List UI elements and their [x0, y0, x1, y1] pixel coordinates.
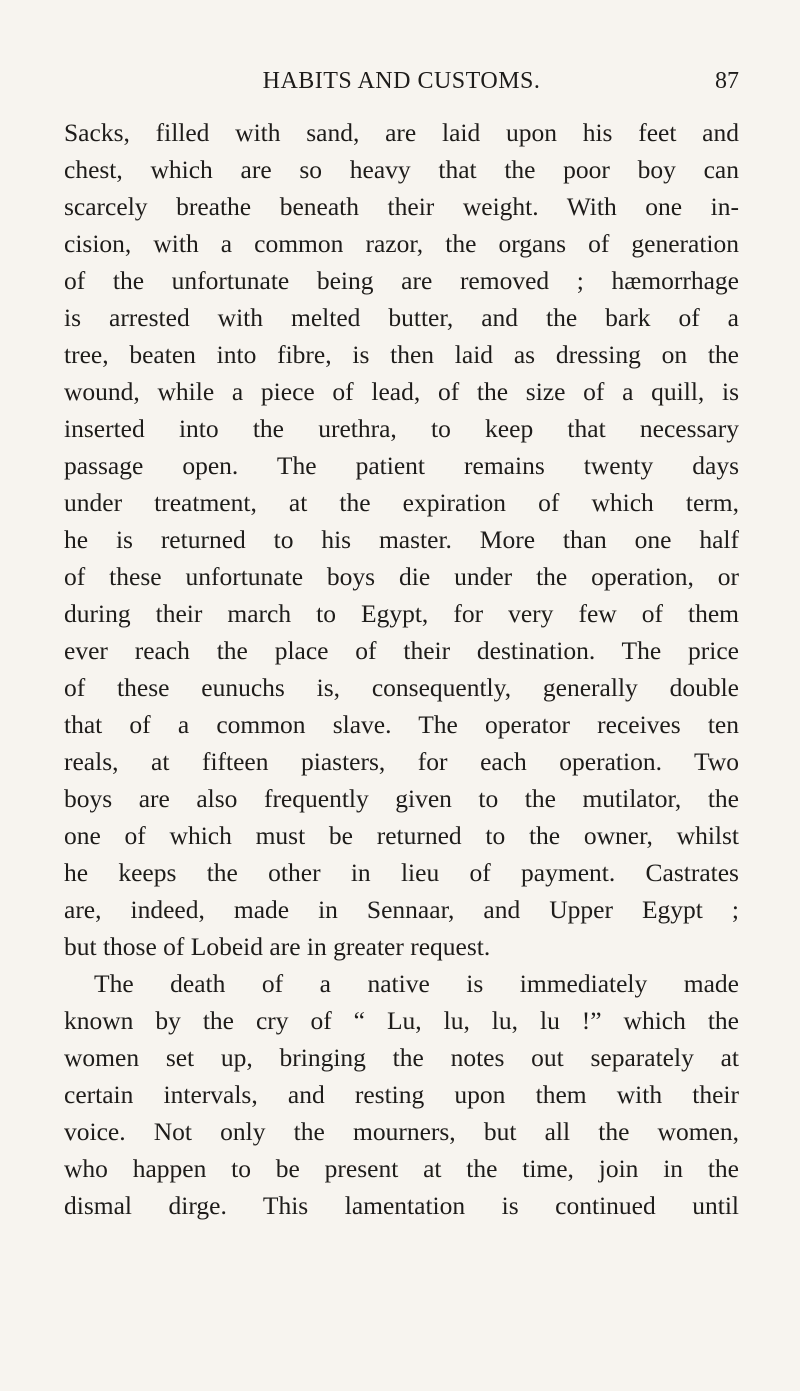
text-line: women set up, bringing the notes out separately at [64, 1043, 739, 1072]
text-line: passage open. The patient remains twenty days [64, 451, 739, 480]
text-line: of these eunuchs is, consequently, generally double [64, 673, 739, 702]
text-line: during their march to Egypt, for very few of them [64, 599, 739, 628]
text-line: of the unfortunate being are removed ; hæmorrhage [64, 266, 739, 295]
text-line: ever reach the place of their destination. The price [64, 636, 739, 665]
text-line: dismal dirge. This lamentation is continued until [64, 1191, 739, 1220]
text-line: are, indeed, made in Sennaar, and Upper Egypt ; [64, 895, 739, 924]
text-line: but those of Lobeid are in greater request. [64, 932, 491, 961]
text-line: The death of a native is immediately made [94, 969, 739, 998]
text-line: certain intervals, and resting upon them with their [64, 1080, 739, 1109]
text-line: of these unfortunate boys die under the operation, or [64, 562, 739, 591]
text-line: tree, beaten into fibre, is then laid as dressing on the [64, 340, 739, 369]
running-head [64, 62, 739, 106]
paragraph-1 [64, 114, 739, 965]
text-line: he is returned to his master. More than one half [64, 525, 739, 554]
page-number: 87 [715, 68, 739, 94]
text-line: he keeps the other in lieu of payment. Castrates [64, 858, 739, 887]
text-line: Sacks, filled with sand, are laid upon his feet and [64, 118, 739, 147]
text-line: voice. Not only the mourners, but all the women, [64, 1117, 739, 1146]
text-line: is arrested with melted butter, and the bark of a [64, 303, 739, 332]
text-line: wound, while a piece of lead, of the size of a quill, is [64, 377, 739, 406]
text-line: cision, with a common razor, the organs of generation [64, 229, 739, 258]
text-line: chest, which are so heavy that the poor boy can [64, 155, 739, 184]
text-line: scarcely breathe beneath their weight. With one in- [64, 192, 739, 221]
text-line: inserted into the urethra, to keep that necessary [64, 414, 739, 443]
running-head-title: HABITS AND CUSTOMS. [262, 68, 541, 94]
book-page [64, 62, 739, 1224]
text-line: one of which must be returned to the owner, whilst [64, 821, 739, 850]
text-line: reals, at fifteen piasters, for each operation. Two [64, 747, 739, 776]
text-line: under treatment, at the expiration of which term, [64, 488, 739, 517]
text-line: boys are also frequently given to the mutilator, the [64, 784, 739, 813]
text-line: that of a common slave. The operator receives ten [64, 710, 739, 739]
text-line: who happen to be present at the time, join in the [64, 1154, 739, 1183]
paragraph-2 [64, 965, 739, 1224]
text-line: known by the cry of “ Lu, lu, lu, lu !” which the [64, 1006, 739, 1035]
